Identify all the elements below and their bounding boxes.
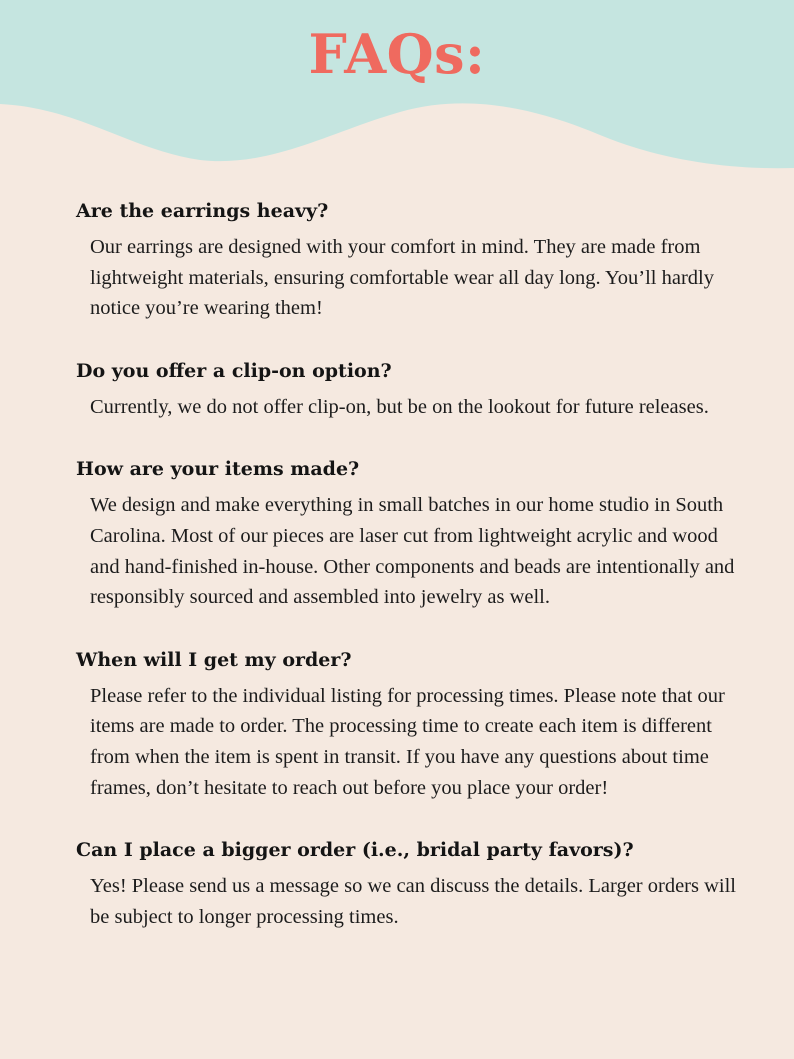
faq-item	[76, 196, 746, 324]
faq-answer: We design and make everything in small batches in our home studio in South Carolina. Most of our pieces are laser cut from lightweight acrylic and wood and hand-finished in-house. Other components and beads are intentionally and responsibly sourced and assembled into jewelry as well.	[90, 494, 735, 609]
faq-answer: Yes! Please send us a message so we can discuss the details. Larger orders will be subject to longer processing times.	[90, 875, 736, 928]
faq-question: Are the earrings heavy?	[76, 200, 329, 222]
faq-item	[76, 645, 746, 803]
faq-answer: Our earrings are designed with your comfort in mind. They are made from lightweight materials, ensuring comfortable wear all day long. You’ll hardly notice you’re wearing them!	[90, 236, 714, 320]
faq-question: Do you offer a clip-on option?	[76, 359, 392, 382]
faq-item	[76, 356, 746, 423]
page-title: FAQs:	[308, 22, 486, 86]
faq-item	[76, 835, 746, 932]
faq-question: Can I place a bigger order (i.e., bridal party favors)?	[76, 839, 634, 862]
faq-question: When will I get my order?	[76, 648, 352, 671]
faq-list	[76, 196, 746, 964]
faq-item	[76, 454, 746, 612]
faq-question: How are your items made?	[76, 458, 360, 481]
faq-answer: Currently, we do not offer clip-on, but be on the lookout for future releases.	[90, 395, 709, 418]
faq-answer: Please refer to the individual listing for processing times. Please note that our items are made to order. The processing time to create each item is different from when the item is spent in transit. If you have any questions about time frames, don’t hesitate to reach out before you place your order!	[90, 684, 725, 799]
